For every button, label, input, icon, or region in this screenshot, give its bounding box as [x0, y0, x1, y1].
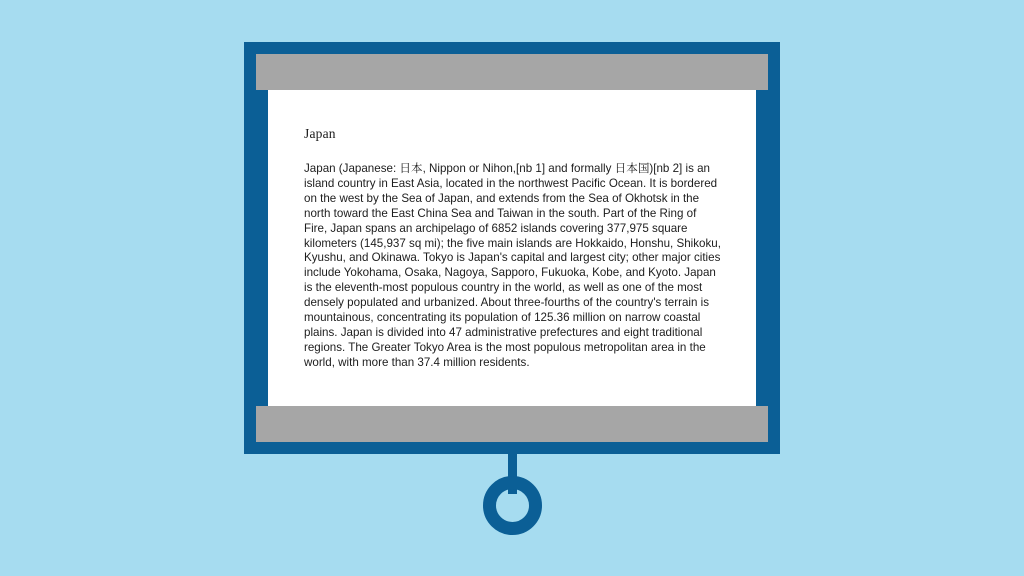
- screen-bottom-bar: [256, 406, 768, 442]
- page-title: Japan: [304, 126, 336, 141]
- slide-body-text: Japan (Japanese: 日本, Nippon or Nihon,[nb 1] and formally 日本国)[nb 2] is an island country in East Asia, located in the northwest Pacific Ocean. It is bordered on the west by the Sea of Japan, and extends from the Sea of Okhotsk in the north toward the East China Sea and Taiwan in the south. Part of the Ring of Fire, Japan spans an archipelago of 6852 islands covering 377,975 square kilometers (145,937 sq mi); the five main islands are Hokkaido, Honshu, Shikoku, Kyushu, and Okinawa. Tokyo is Japan's capital and largest city; other major cities include Yokohama, Osaka, Nagoya, Sapporo, Fukuoka, Kobe, and Kyoto. Japan is the eleventh-most populous country in the world, as well as one of the most densely populated and urbanized. About three-fourths of the country's terrain is mountainous, concentrating its population of 125.36 million on narrow coastal plains. Japan is divided into 47 administrative prefectures and eight traditional regions. The Greater Tokyo Area is the most populous metropolitan area in the world, with more than 37.4 million residents.: [304, 162, 721, 369]
- presentation-screen: [244, 42, 780, 454]
- slide-content: [304, 126, 732, 371]
- slide-canvas: [268, 90, 756, 406]
- screen-top-bar: [256, 54, 768, 90]
- pull-ring-icon[interactable]: [483, 476, 542, 535]
